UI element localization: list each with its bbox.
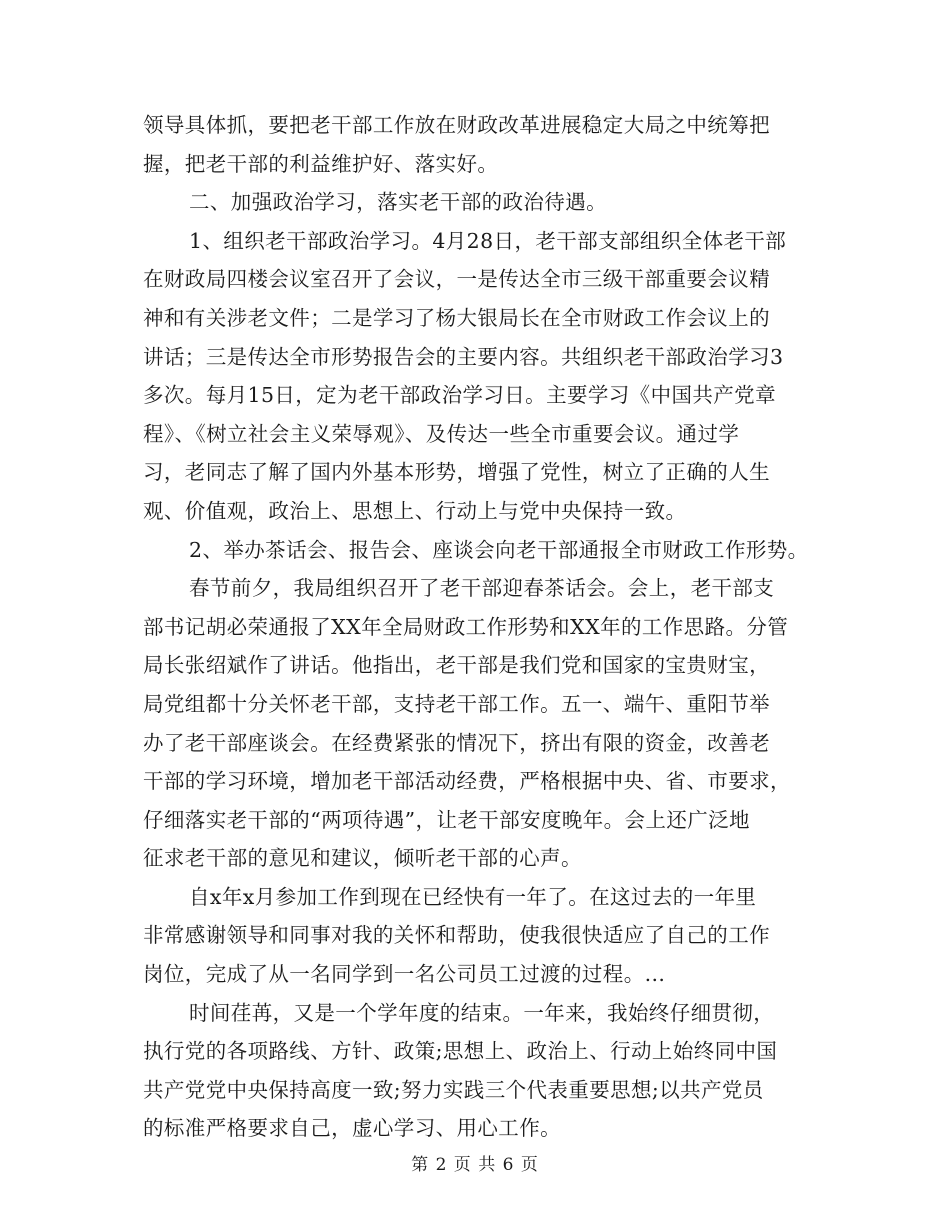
text-line: 执行党的各项路线、方针、政策;思想上、政治上、行动上始终同中国 [143,1039,778,1064]
text-line: 共产党党中央保持高度一致;努力实践三个代表重要思想;以共产党员 [143,1077,764,1102]
text-line: 局长张绍斌作了讲话。他指出，老干部是我们党和国家的宝贵财宝， [143,653,770,678]
text-line: 岗位，完成了从一名同学到一名公司员工过渡的过程。... [143,962,666,987]
text-line: 多次。每月15日，定为老干部政治学习日。主要学习《中国共产党章 [143,383,776,408]
text-line: 干部的学习环境，增加老干部活动经费，严格根据中央、省、市要求， [143,769,791,794]
text-line: 局党组都十分关怀老干部，支持老干部工作。五一、端午、重阳节举 [143,691,770,716]
text-line: 仔细落实老干部的“两项待遇”，让老干部安度晚年。会上还广泛地 [143,807,750,832]
text-line: 握，把老干部的利益维护好、落实好。 [143,151,499,176]
text-line: 神和有关涉老文件；二是学习了杨大银局长在全市财政工作会议上的 [143,305,770,330]
text-line: 习，老同志了解了国内外基本形势，增强了党性，树立了正确的人生 [143,460,770,485]
page-footer: 第 2 页 共 6 页 [411,1155,539,1175]
text-line: 观、价值观，政治上、思想上、行动上与党中央保持一致。 [143,498,687,523]
text-line: 2、举办茶话会、报告会、座谈会向老干部通报全市财政工作形势。 [189,537,809,562]
text-line: 时间荏苒，又是一个学年度的结束。一年来，我始终仔细贯彻， [189,1000,775,1025]
text-line: 程》、《树立社会主义荣辱观》、及传达一些全市重要会议。通过学 [143,421,740,446]
text-line: 春节前夕，我局组织召开了老干部迎春茶话会。会上，老干部支 [189,576,775,601]
text-line: 二、加强政治学习，落实老干部的政治待遇。 [189,190,607,215]
text-line: 征求老干部的意见和建议，倾听老干部的心声。 [143,846,582,871]
text-line: 领导具体抓，要把老干部工作放在财政改革进展稳定大局之中统筹把 [143,113,770,137]
text-line: 讲话；三是传达全市形势报告会的主要内容。共组织老干部政治学习3 [143,344,784,369]
text-line: 的标准严格要求自己，虚心学习、用心工作。 [143,1116,561,1141]
text-line: 自x年x月参加工作到现在已经快有一年了。在这过去的一年里 [189,884,757,909]
text-line: 办了老干部座谈会。在经费紧张的情况下，挤出有限的资金，改善老 [143,730,770,755]
text-line: 非常感谢领导和同事对我的关怀和帮助，使我很快适应了自己的工作 [143,923,770,948]
text-line: 部书记胡必荣通报了XX年全局财政工作形势和XX年的工作思路。分管 [143,614,789,639]
text-line: 1、组织老干部政治学习。4月28日，老干部支部组织全体老干部 [189,228,787,253]
text-line: 在财政局四楼会议室召开了会议，一是传达全市三级干部重要会议精 [143,267,770,292]
document-body [143,106,833,1148]
